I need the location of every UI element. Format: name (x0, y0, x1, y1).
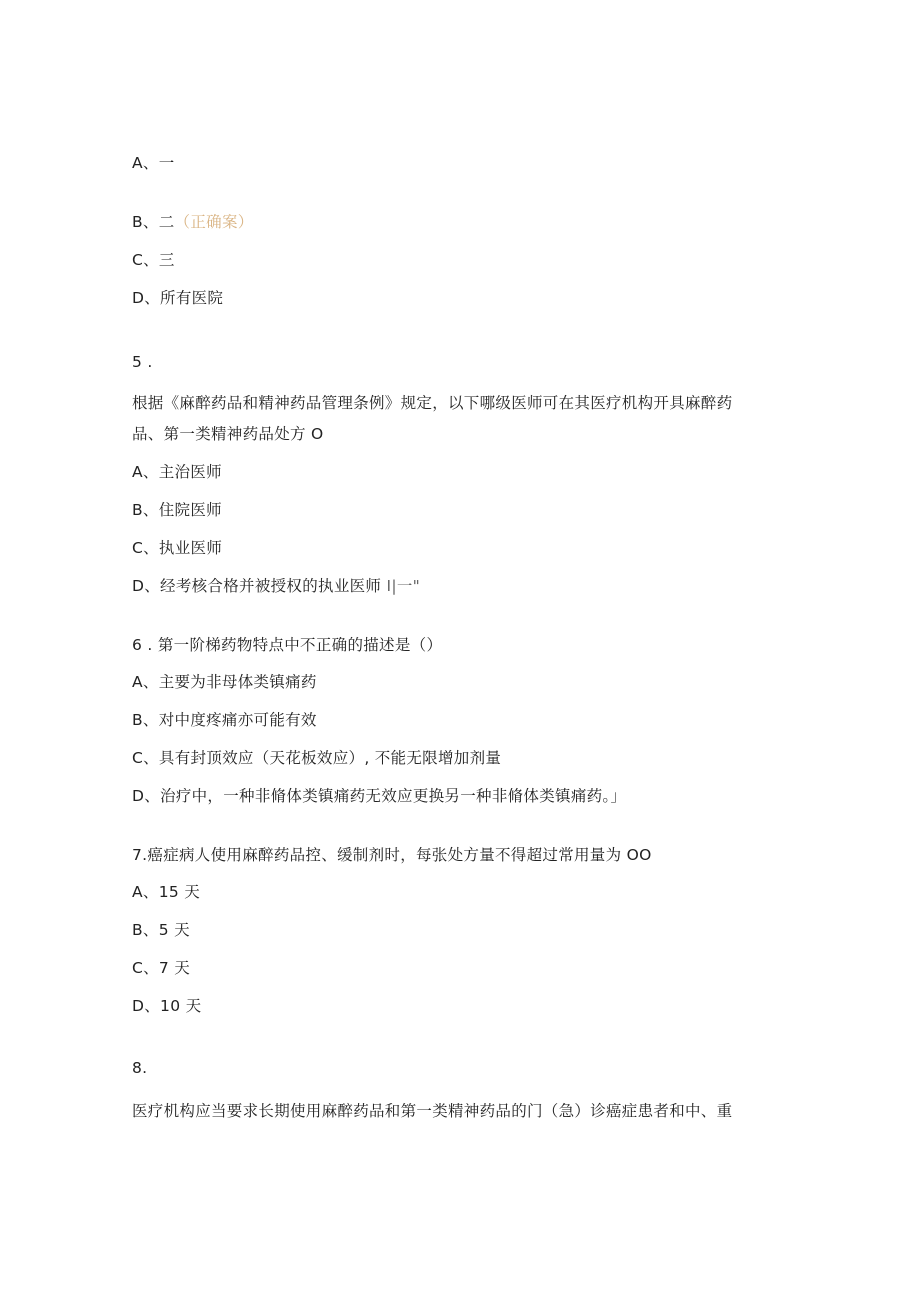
q6-option-d: D、治疗中，一种非脩体类镇痛药无效应更换另一种非脩体类镇痛药。」 (132, 787, 627, 805)
q4-answer-note: （正确案） (174, 213, 254, 231)
q7-option-a: A、15 天 (132, 883, 201, 901)
q4-option-d: D、所有医院 (132, 289, 224, 307)
q4-option-c: C、三 (132, 251, 175, 269)
q6-stem: 6 . 第一阶梯药物特点中不正确的描述是（） (132, 636, 443, 654)
q4-option-a: A、一 (132, 154, 175, 172)
q4-option-b-text: B、二 (132, 213, 175, 231)
q5-option-d-text: D、经考核合格并被授权的执业医师 (132, 577, 382, 595)
q7-stem: 7.癌症病人使用麻醉药品控、缓制剂时，每张处方量不得超过常用量为 OO (132, 846, 652, 864)
q5-stem-line2: 品、第一类精神药品处方 O (132, 425, 324, 443)
q6-option-c: C、具有封顶效应（天花板效应）, 不能无限增加剂量 (132, 749, 502, 767)
q5-number: 5 . (132, 353, 153, 371)
q8-stem-line1: 医疗机构应当要求长期使用麻醉药品和第一类精神药品的门（急）诊癌症患者和中、重 (132, 1102, 733, 1120)
q7-option-d: D、10 天 (132, 997, 202, 1015)
q5-option-d (132, 576, 420, 596)
q7-option-b: B、5 天 (132, 921, 190, 939)
q5-stem-line1: 根据《麻醉药品和精神药品管理条例》规定，以下哪级医师可在其医疗机构开具麻醉药 (132, 394, 733, 412)
q5-option-c: C、执业医师 (132, 539, 223, 557)
q5-option-a: A、主治医师 (132, 463, 222, 481)
q4-option-b (132, 212, 254, 232)
q5-option-b: B、住院医师 (132, 501, 222, 519)
q7-option-c: C、7 天 (132, 959, 191, 977)
q6-option-a: A、主要为非母体类镇痛药 (132, 673, 317, 691)
q5-option-d-mark: I|一" (386, 577, 421, 595)
q8-number: 8. (132, 1059, 148, 1077)
q6-option-b: B、对中度疼痛亦可能有效 (132, 711, 317, 729)
